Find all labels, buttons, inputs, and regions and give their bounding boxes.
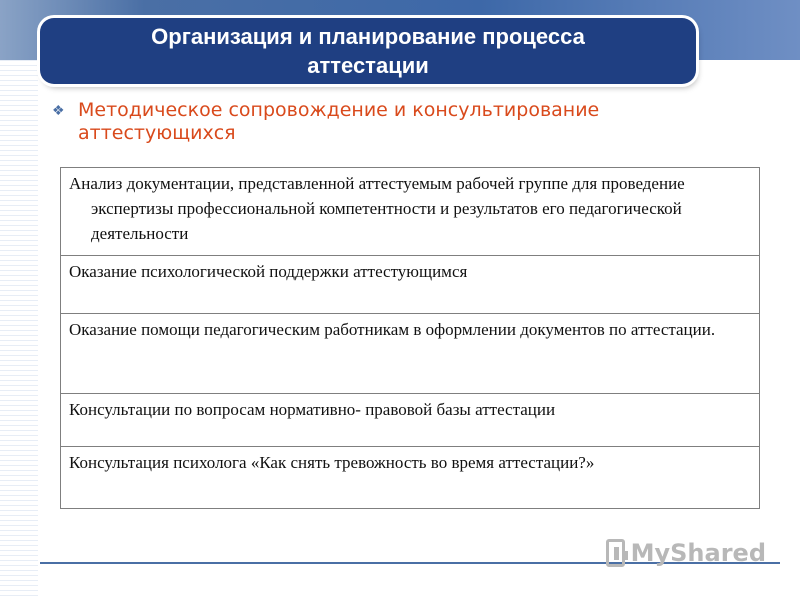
slide-subtitle: Методическое сопровождение и консультирование аттестующихся xyxy=(78,99,600,144)
table-cell: Анализ документации, представленной аттестуемым рабочей группе для проведение экспертизы профессиональной компетентности и результатов его педагогической деятельности xyxy=(61,168,760,256)
diamond-bullet-icon: ❖ xyxy=(52,102,65,118)
table-cell: Консультации по вопросам нормативно- правовой базы аттестации xyxy=(61,394,760,447)
table-row xyxy=(61,256,760,314)
left-decor-stripe xyxy=(0,60,38,600)
table-row xyxy=(61,314,760,394)
table-cell: Консультация психолога «Как снять тревожность во время аттестации?» xyxy=(61,447,760,509)
table-cell: Оказание помощи педагогическим работникам в оформлении документов по аттестации. xyxy=(61,314,760,394)
slide-title: Организация и планирование процесса аттестации xyxy=(151,24,585,78)
watermark-text: MyShared xyxy=(630,539,766,567)
title-banner xyxy=(40,18,696,84)
presentation-board-icon xyxy=(606,539,625,567)
watermark-logo xyxy=(606,537,766,569)
table-row xyxy=(61,168,760,256)
table-cell: Оказание психологической поддержки аттестующимся xyxy=(61,256,760,314)
table-row xyxy=(61,447,760,509)
table-row xyxy=(61,394,760,447)
activity-table xyxy=(60,167,760,509)
